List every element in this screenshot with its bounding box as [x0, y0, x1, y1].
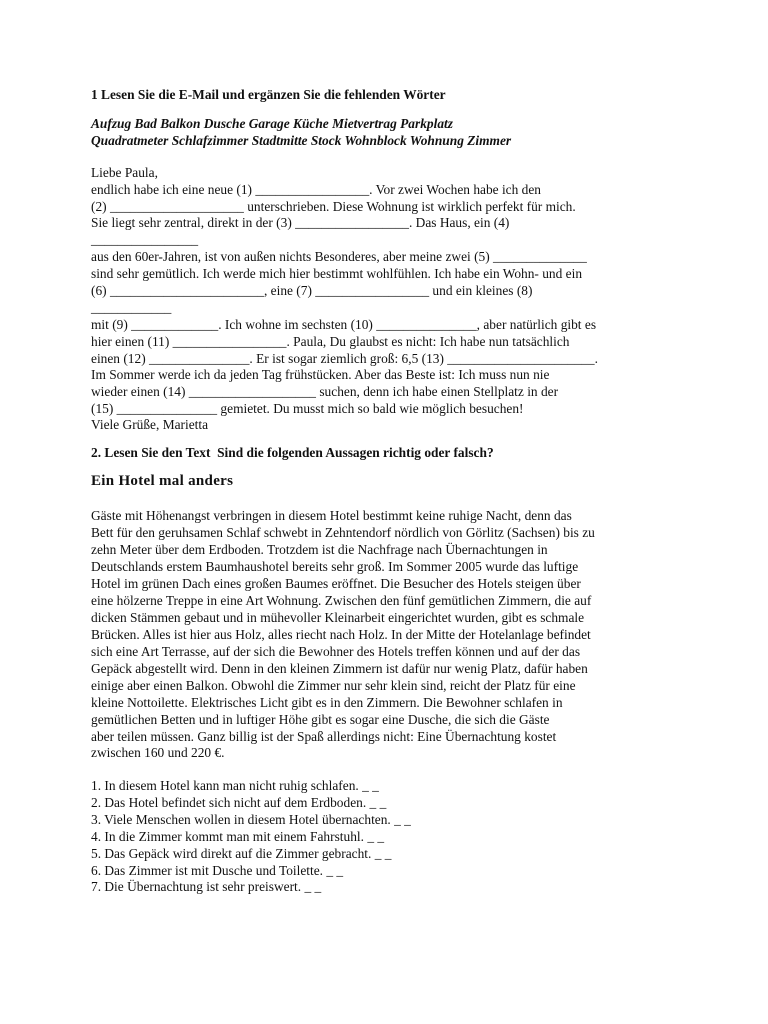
- paragraph-line: Brücken. Alles ist hier aus Holz, alles riecht nach Holz. In der Mitte der Hotelanlage befindet: [91, 627, 591, 642]
- email-line: (15) _______________ gemietet. Du musst mich so bald wie möglich besuchen!: [91, 401, 524, 416]
- exercise2-title: 2. Lesen Sie den Text Sind die folgenden Aussagen richtig oder falsch?: [91, 445, 494, 460]
- email-line: ____________: [91, 300, 172, 315]
- paragraph-line: Bett für den geruhsamen Schlaf schwebt in Zehntendorf nördlich von Görlitz (Sachsen) bis zu: [91, 525, 595, 540]
- exercise1-title: 1 Lesen Sie die E-Mail und ergänzen Sie die fehlenden Wörter: [91, 87, 446, 102]
- paragraph-line: zehn Meter über dem Erdboden. Trotzdem ist die Nachfrage nach Übernachtungen in: [91, 542, 548, 557]
- email-line: wieder einen (14) ___________________ suchen, denn ich habe einen Stellplatz in der: [91, 384, 559, 399]
- statement-item: 3. Viele Menschen wollen in diesem Hotel übernachten. _ _: [91, 812, 411, 827]
- paragraph-line: Gepäck abgestellt wird. Denn in den kleinen Zimmern ist dafür nur wenig Platz, dafür haben: [91, 661, 588, 676]
- statement-item: 5. Das Gepäck wird direkt auf die Zimmer gebracht. _ _: [91, 846, 392, 861]
- paragraph-line: Hotel im grünen Dach eines großen Baumes eröffnet. Die Besucher des Hotels steigen über: [91, 576, 581, 591]
- email-line: Im Sommer werde ich da jeden Tag frühstücken. Aber das Beste ist: Ich muss nun nie: [91, 367, 550, 382]
- email-line: aus den 60er-Jahren, ist von außen nichts Besonderes, aber meine zwei (5) ______________: [91, 249, 587, 264]
- word-bank-line-1: Aufzug Bad Balkon Dusche Garage Küche Mietvertrag Parkplatz: [91, 116, 453, 131]
- paragraph-line: dicken Stämmen gebaut und in mühevoller Kleinarbeit eingerichtet wurden, gibt es schmale: [91, 610, 585, 625]
- email-line: sind sehr gemütlich. Ich werde mich hier bestimmt wohlfühlen. Ich habe ein Wohn- und ein: [91, 266, 583, 281]
- email-line: endlich habe ich eine neue (1) _________________. Vor zwei Wochen habe ich den: [91, 182, 541, 197]
- paragraph-line: kleine Nottoilette. Elektrisches Licht gibt es in den Zimmern. Die Bewohner schlafen in: [91, 695, 563, 710]
- email-line: mit (9) _____________. Ich wohne im sechsten (10) _______________, aber natürlich gibt es: [91, 317, 597, 332]
- email-line: (2) ____________________ unterschrieben. Diese Wohnung ist wirklich perfekt für mich.: [91, 199, 576, 214]
- paragraph-line: Deutschlands erstem Baumhaushotel bereits sehr groß. Im Sommer 2005 wurde das luftige: [91, 559, 579, 574]
- paragraph-line: zwischen 160 und 220 €.: [91, 745, 225, 760]
- word-bank-line-2: Quadratmeter Schlafzimmer Stadtmitte Stock Wohnblock Wohnung Zimmer: [91, 133, 512, 148]
- email-line: Liebe Paula,: [91, 165, 158, 180]
- statement-item: 2. Das Hotel befindet sich nicht auf dem Erdboden. _ _: [91, 795, 387, 810]
- email-line: hier einen (11) _________________. Paula, Du glaubst es nicht: Ich habe nun tatsächlich: [91, 334, 570, 349]
- email-line: einen (12) _______________. Er ist sogar ziemlich groß: 6,5 (13) ______________________.: [91, 351, 598, 366]
- statement-item: 1. In diesem Hotel kann man nicht ruhig schlafen. _ _: [91, 778, 379, 793]
- paragraph-line: einige aber einen Balkon. Obwohl die Zimmer nur sehr klein sind, reicht der Platz für eine: [91, 678, 576, 693]
- email-line: (6) _______________________, eine (7) _________________ und ein kleines (8): [91, 283, 533, 298]
- email-line: Sie liegt sehr zentral, direkt in der (3) _________________. Das Haus, ein (4): [91, 215, 510, 230]
- paragraph-line: sich eine Art Terrasse, auf der sich die Bewohner des Hotels treffen können und auf der das: [91, 644, 581, 659]
- statement-item: 4. In die Zimmer kommt man mit einem Fahrstuhl. _ _: [91, 829, 385, 844]
- text-title: Ein Hotel mal anders: [91, 473, 234, 489]
- paragraph-line: Gäste mit Höhenangst verbringen in diesem Hotel bestimmt keine ruhige Nacht, denn das: [91, 508, 572, 523]
- paragraph-line: aber teilen müssen. Ganz billig ist der Spaß allerdings nicht: Eine Übernachtung kostet: [91, 729, 557, 744]
- email-signature: Viele Grüße, Marietta: [91, 417, 209, 432]
- statement-item: 7. Die Übernachtung ist sehr preiswert. _ _: [91, 879, 322, 894]
- paragraph-line: gemütlichen Betten und in luftiger Höhe gibt es sogar eine Dusche, die sich die Gäste: [91, 712, 550, 727]
- paragraph-line: eine hölzerne Treppe in eine Art Wohnung. Zwischen den fünf gemütlichen Zimmern, die auf: [91, 593, 592, 608]
- email-line: ________________: [91, 232, 199, 247]
- statement-item: 6. Das Zimmer ist mit Dusche und Toilette. _ _: [91, 863, 344, 878]
